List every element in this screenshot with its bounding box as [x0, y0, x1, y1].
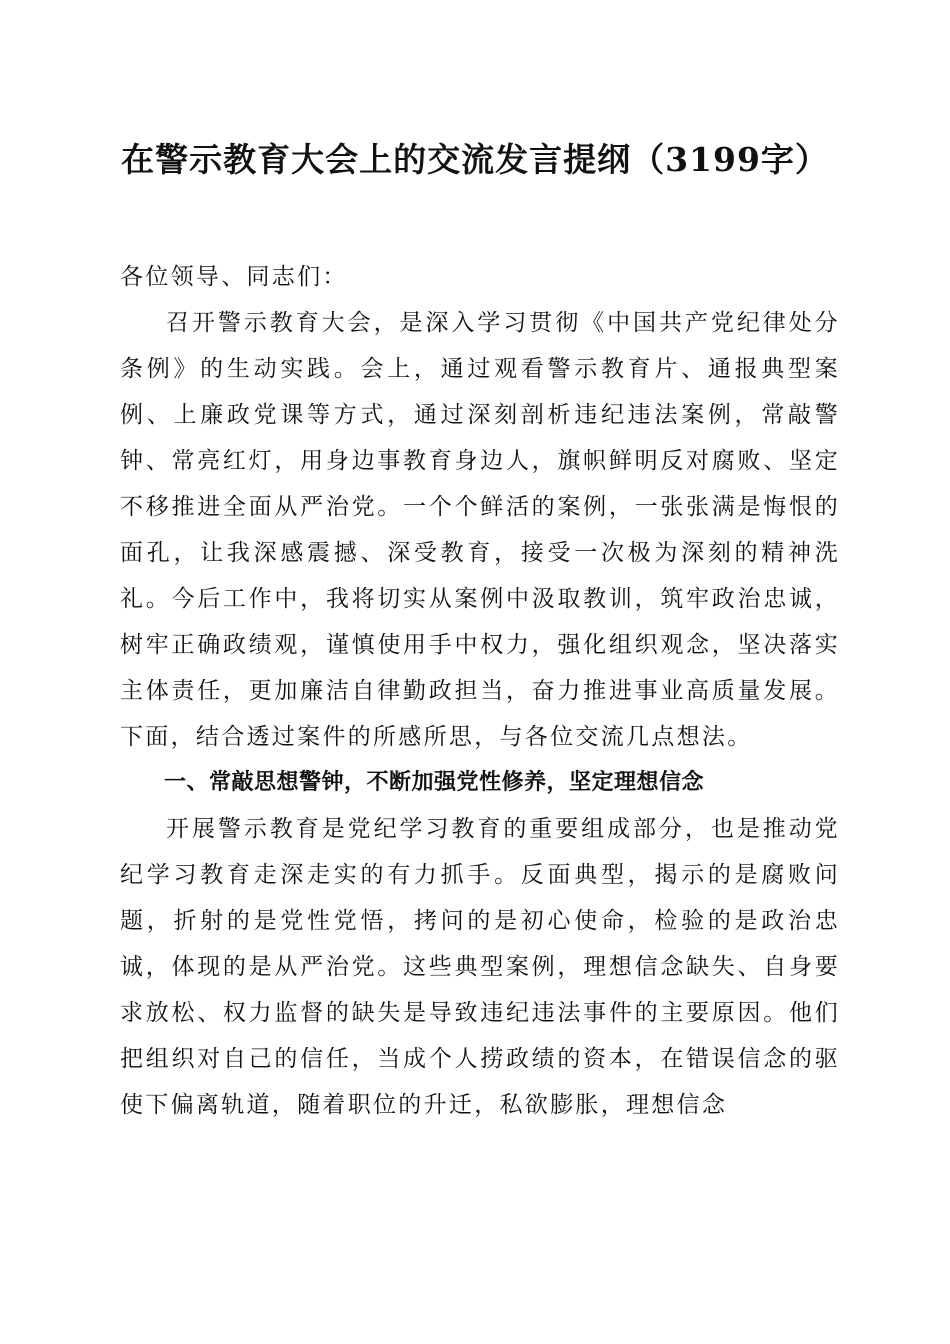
section-1-paragraph: 开展警示教育是党纪学习教育的重要组成部分，也是推动党纪学习教育走深走实的有力抓手。反面典型，揭示的是腐败问题，折射的是党性党悟，拷问的是初心使命，检验的是政治忠诚，体现的是从严治党。这些典型案例，理想信念缺失、自身要求放松、权力监督的缺失是导致违纪违法事件的主要原因。他们把组织对自己的信任，当成个人捞政绩的资本，在错误信念的驱使下偏离轨道，随着职位的升迁，私欲膨胀，理想信念: [120, 816, 840, 1118]
intro-paragraph: 召开警示教育大会，是深入学习贯彻《中国共产党纪律处分条例》的生动实践。会上，通过观看警示教育片、通报典型案例、上廉政党课等方式，通过深刻剖析违纪违法案例，常敲警钟、常亮红灯，用身边事教育身边人，旗帜鲜明反对腐败、坚定不移推进全面从严治党。一个个鲜活的案例，一张张满是悔恨的面孔，让我深感震撼、深受教育，接受一次极为深刻的精神洗礼。今后工作中，我将切实从案例中汲取教训，筑牢政治忠诚，树牢正确政绩观，谨慎使用手中权力，强化组织观念，坚决落实主体责任，更加廉洁自律勤政担当，奋力推进事业高质量发展。下面，结合透过案件的所感所思，与各位交流几点想法。: [120, 310, 840, 750]
section-heading-1: 一、常敲思想警钟，不断加强党性修养，坚定理想信念: [164, 770, 705, 795]
salutation: 各位领导、同志们：: [120, 264, 348, 290]
document-body: [120, 254, 840, 1128]
document-title: 在警示教育大会上的交流发言提纲（3199字）: [121, 140, 829, 179]
